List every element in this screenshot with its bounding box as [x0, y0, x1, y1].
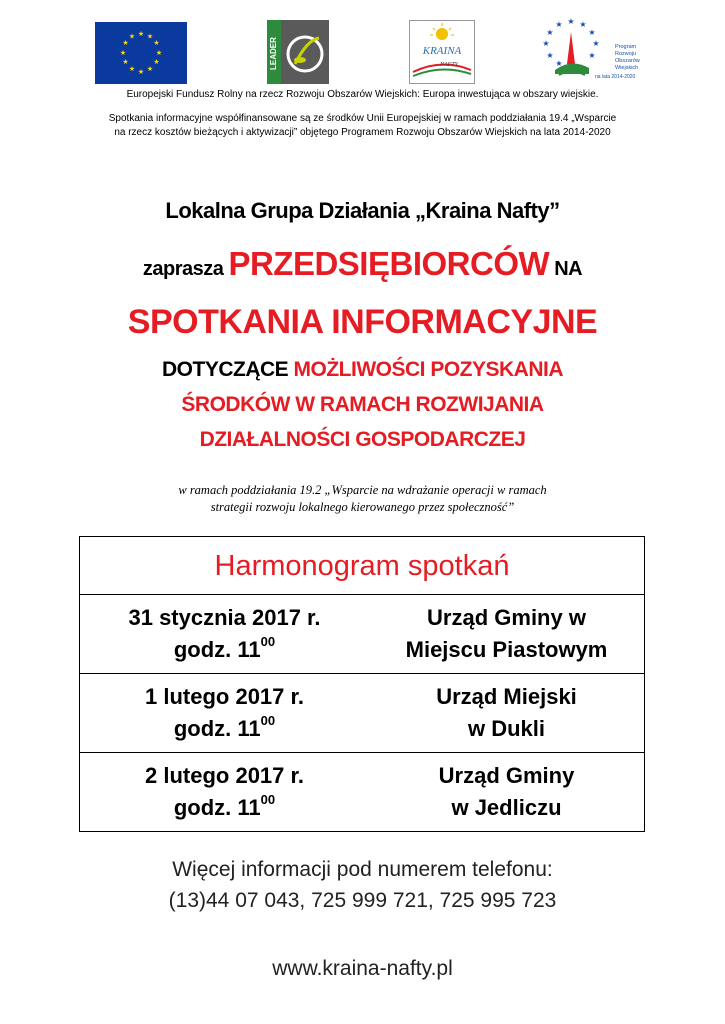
schedule-row [80, 595, 645, 674]
schedule-place-cell [369, 674, 645, 753]
headline-event: SPOTKANIA INFORMACYJNE [127, 303, 598, 341]
eafrd-caption: Europejski Fundusz Rolny na rzecz Rozwoju Obszarów Wiejskich: Europa inwestująca w obszary wiejskie. [126, 89, 599, 100]
eu-flag-logo [95, 22, 187, 84]
meeting-place: w Jedliczu [451, 795, 562, 820]
svg-text:★: ★ [555, 59, 563, 68]
cofinancing-line: Spotkania informacyjne współfinansowane są ze środków Unii Europejskiej w ramach poddziałania 19.4 „Wsparcie [108, 113, 617, 124]
svg-text:★: ★ [592, 39, 600, 48]
svg-text:★: ★ [567, 18, 575, 26]
svg-text:★: ★ [542, 39, 550, 48]
meeting-place: Urząd Miejski [436, 684, 577, 709]
schedule-row [80, 674, 645, 753]
headline-invite-na: NA [549, 258, 583, 280]
svg-text:★: ★ [588, 51, 596, 60]
svg-text:★: ★ [146, 65, 154, 73]
schedule-date-cell [80, 753, 370, 832]
schedule-date-cell [80, 595, 370, 674]
program-subtitle-line: w ramach poddziałania 19.2 „Wsparcie na wdrażanie operacji w ramach [178, 483, 547, 497]
schedule-place-cell [369, 595, 645, 674]
svg-text:★: ★ [137, 30, 145, 38]
svg-text:★: ★ [555, 20, 563, 29]
website-link[interactable]: www.kraina-nafty.pl [272, 957, 453, 980]
svg-text:NAFTY: NAFTY [439, 62, 459, 68]
meeting-place: w Dukli [467, 716, 545, 741]
headline-topic-prefix: DOTYCZĄCE [162, 358, 294, 381]
svg-text:★: ★ [122, 58, 129, 66]
svg-text:na lata 2014-2020: na lata 2014-2020 [595, 74, 636, 80]
svg-text:★: ★ [588, 28, 596, 37]
headline-topic-line: DZIAŁALNOŚCI GOSPODARCZEJ [199, 428, 526, 451]
svg-text:★: ★ [153, 39, 160, 47]
program-subtitle [0, 482, 725, 516]
meeting-place: Miejscu Piastowym [405, 637, 608, 662]
meeting-place: Urząd Gminy [438, 763, 575, 788]
headline-organizer: Lokalna Grupa Działania „Kraina Nafty” [165, 198, 560, 223]
svg-text:Program: Program [615, 44, 637, 50]
headline-topic-line: MOŻLIWOŚCI POZYSKANIA [293, 358, 563, 381]
svg-text:★: ★ [155, 49, 163, 57]
svg-text:★: ★ [119, 49, 127, 57]
meeting-place: Urząd Gminy w [427, 605, 586, 630]
leader-logo [267, 20, 329, 84]
meeting-time: godz. $11^{00}$ [173, 792, 276, 820]
svg-text:★: ★ [546, 28, 554, 37]
svg-text:★: ★ [137, 68, 145, 76]
meeting-time: godz. $11^{00}$ [173, 713, 276, 741]
schedule-header-row [80, 537, 645, 595]
schedule-row [80, 753, 645, 832]
schedule-place-cell [369, 753, 645, 832]
headline-invite-verb: zaprasza [142, 258, 229, 280]
contact-info [0, 854, 725, 916]
svg-text:★: ★ [153, 58, 160, 66]
schedule-title: Harmonogram spotkań [80, 537, 645, 595]
prow-logo [537, 18, 657, 88]
headline-invite [0, 244, 725, 289]
schedule-date-cell [80, 674, 370, 753]
headline-topic [0, 352, 725, 457]
schedule-table [79, 536, 645, 832]
phone-numbers: (13)44 07 043, 725 999 721, 725 995 723 [168, 889, 557, 912]
svg-text:★: ★ [579, 20, 587, 29]
cofinancing-note [0, 112, 725, 140]
logo-bar [0, 18, 725, 88]
meeting-time: godz. $11^{00}$ [173, 634, 276, 662]
svg-text:★: ★ [546, 51, 554, 60]
meeting-date: 2 lutego 2017 r. [145, 763, 304, 788]
svg-text:★: ★ [122, 39, 129, 47]
svg-text:★: ★ [128, 65, 136, 73]
svg-text:Wiejskich: Wiejskich [615, 65, 639, 71]
contact-label: Więcej informacji pod numerem telefonu: [172, 858, 553, 881]
svg-text:★: ★ [146, 32, 154, 41]
program-subtitle-line: strategii rozwoju lokalnego kierowanego przez społeczność” [210, 500, 515, 514]
svg-text:★: ★ [128, 32, 136, 41]
kraina-nafty-logo [409, 20, 475, 84]
meeting-date: 1 lutego 2017 r. [145, 684, 304, 709]
headline-topic-line: ŚRODKÓW W RAMACH ROZWIJANIA [181, 393, 544, 416]
meeting-date: 31 stycznia 2017 r. [128, 605, 321, 630]
svg-text:Obszarów: Obszarów [615, 58, 640, 64]
headline-audience: PRZEDSIĘBIORCÓW [228, 245, 550, 282]
cofinancing-line: na rzecz kosztów bieżących i aktywizacji” objętego Programem Rozwoju Obszarów Wiejskich na lata 2014-2020 [114, 127, 611, 138]
svg-text:KRAINA: KRAINA [422, 45, 462, 57]
svg-text:Rozwoju: Rozwoju [615, 51, 637, 57]
svg-text:LEADER: LEADER [269, 37, 278, 70]
eu-stars-icon [95, 22, 187, 84]
